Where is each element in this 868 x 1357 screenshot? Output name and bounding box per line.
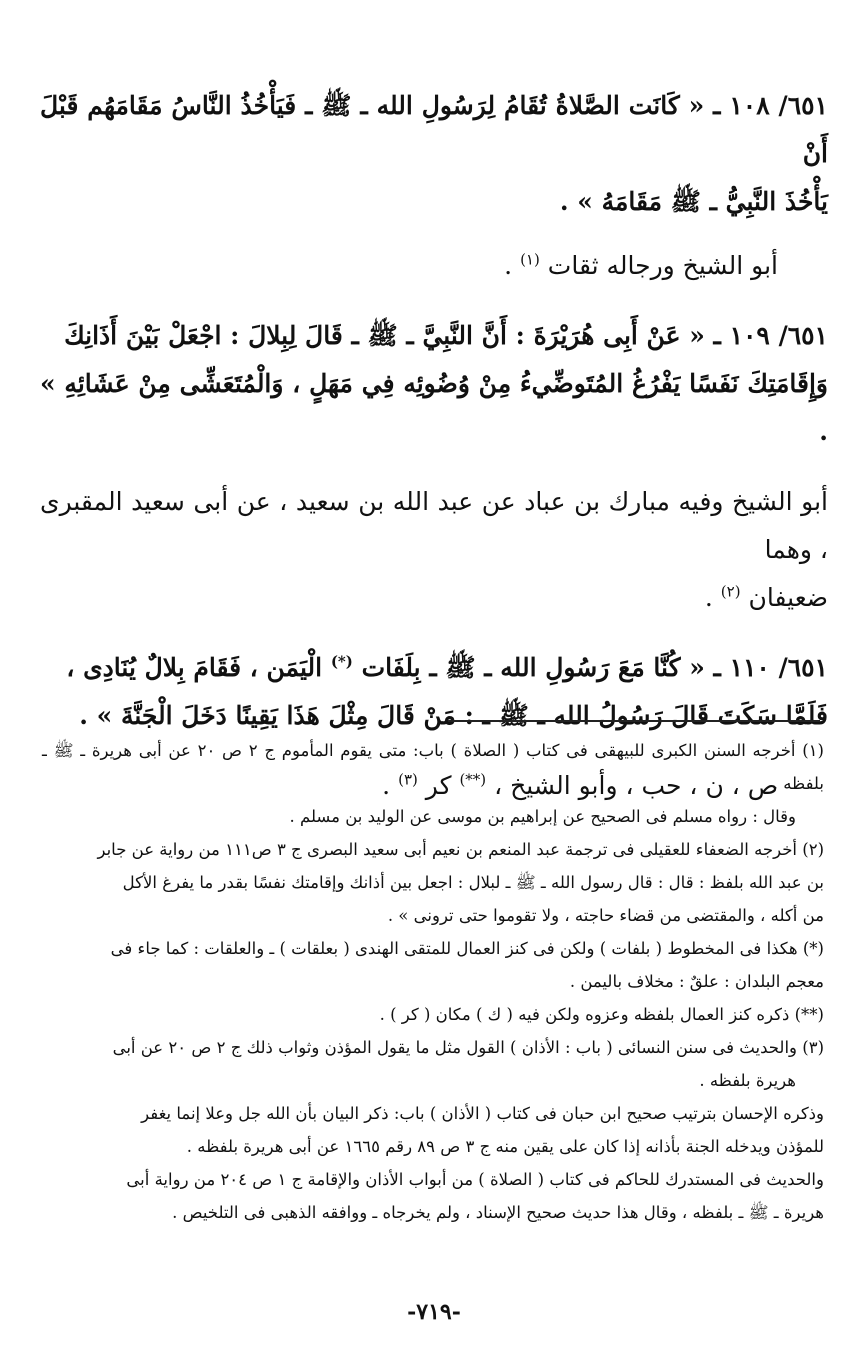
source-110-end: . xyxy=(382,771,399,800)
hadith-110-line1a: ٦٥١/ ١١٠ ـ « كُنَّا مَعَ رَسُولِ الله ـ ﷺ ـ بِلَفَات xyxy=(352,653,828,682)
footnote-3-line4: للمؤذن ويدخله الجنة بأذانه إذا كان على يقين منه ج ٣ ص ٨٩ رقم ١٦٦٥ عن أبى هريرة بلفظه . xyxy=(186,1137,824,1156)
footnote-ref-2: (٢) xyxy=(720,582,741,601)
source-108-text: أبو الشيخ ورجاله ثقات xyxy=(547,251,778,280)
footnote-double-star-line1: (**) ذكره كنز العمال بلفظه وعزوه ولكن فيه ( ك ) مكان ( كر ) . xyxy=(379,1005,824,1024)
footnote-1-line1: (١) أخرجه السنن الكبرى للبيهقى فى كتاب ( الصلاة ) باب: متى يقوم المأموم ج ٢ ص ٢٠ عن أبى هريرة ـ ﷺ ـ بلفظه . xyxy=(42,741,824,793)
footnote-star-line1: (*) هكذا فى المخطوط ( بلفات ) ولكن فى كنز العمال للمتقى الهندى ( بعلقات ) ـ والعلقات : كما جاء فى xyxy=(110,939,824,958)
hadith-108-line2: يَأْخُذَ النَّبِيُّ ـ ﷺ مَقَامَهُ » . xyxy=(559,187,828,216)
footnote-star-line2: معجم البلدان : علقٌ : مخلاف باليمن . xyxy=(569,972,824,991)
footnote-double-star xyxy=(42,998,824,1031)
hadith-108 xyxy=(40,82,828,226)
footnote-3-line1: (٣) والحديث فى سنن النسائى ( باب : الأذان ) القول مثل ما يقول المؤذن وثواب ذلك ج ٢ ص ٢٠ عن أبى xyxy=(112,1038,824,1057)
footnote-ref-double-star: (**) xyxy=(459,770,487,789)
source-108 xyxy=(40,242,828,290)
footnote-3-line2: هريرة بلفظه . xyxy=(699,1071,796,1090)
page-number: -٧١٩- xyxy=(407,1299,461,1325)
footnotes xyxy=(42,734,824,1229)
hadith-110 xyxy=(40,644,828,740)
footnote-3 xyxy=(42,1031,824,1229)
source-110-text-a: ص ، ن ، حب ، وأبو الشيخ ، xyxy=(486,771,778,800)
footnote-ref-3: (٣) xyxy=(398,770,418,789)
hadith-109 xyxy=(40,312,828,456)
source-109 xyxy=(40,478,828,622)
source-108-end: . xyxy=(504,251,521,280)
footnote-2-line1: (٢) أخرجه الضعفاء للعقيلى فى ترجمة عبد المنعم بن نعيم أبى سعيد البصرى ج ٣ ص١١١ من رواية عن جابر xyxy=(97,840,824,859)
hadith-110-line2: فَلَمَّا سَكَتَ قَالَ رَسُولُ الله ـ ﷺ ـ : مَنْ قَالَ مِثْلَ هَذَا يَقِينًا دَخَلَ الْجَنَّةَ » . xyxy=(79,701,828,730)
source-110-text-b: كر xyxy=(417,771,460,800)
source-109-end: . xyxy=(704,583,721,612)
footnote-2-line3: من أكله ، والمقتضى من قضاء حاجته ، ولا تقوموا حتى ترونى » . xyxy=(387,906,824,925)
main-text xyxy=(40,82,828,810)
footnote-ref-star: (*) xyxy=(330,652,353,671)
footnote-2 xyxy=(42,833,824,932)
hadith-109-line1: ٦٥١/ ١٠٩ ـ « عَنْ أَبِى هُرَيْرَةَ : أَنَّ النَّبِيَّ ـ ﷺ ـ قَالَ لِبِلالَ : اجْعَلْ بَيْنَ أَذَانِكَ xyxy=(64,321,828,350)
footnote-1-line2: وقال : رواه مسلم فى الصحيح عن إبراهيم بن موسى عن الوليد بن مسلم . xyxy=(289,807,796,826)
hadith-110-line1b: الْيَمَن ، فَقَامَ بِلالٌ يُنَادِى ، xyxy=(66,653,331,682)
hadith-108-line1: ٦٥١/ ١٠٨ ـ « كَانَت الصَّلاةُ تُقَامُ لِرَسُولِ الله ـ ﷺ ـ فَيَأْخُذُ النَّاسُ مَقَامَهُم قَبْلَ أَنْ xyxy=(40,91,828,168)
footnote-3-line3: وذكره الإحسان بترتيب صحيح ابن حبان فى كتاب ( الأذان ) باب: ذكر البيان بأن الله جل وعلا إنما يغفر xyxy=(141,1104,824,1123)
source-109-line2: ضعيفان xyxy=(748,583,828,612)
footnote-1 xyxy=(42,734,824,833)
footnote-star xyxy=(42,932,824,998)
footnote-ref-1: (١) xyxy=(520,250,540,269)
footnote-2-line2: بن عبد الله بلفظ : قال : قال رسول الله ـ ﷺ ـ لبلال : اجعل بين أذانك وإقامتك نفسًا بقدر ما يفرغ الأكل xyxy=(122,873,824,892)
source-109-line1: أبو الشيخ وفيه مبارك بن عباد عن عبد الله بن سعيد ، عن أبى سعيد المقبرى ، وهما xyxy=(40,487,828,564)
footnote-3-line6: هريرة ـ ﷺ ـ بلفظه ، وقال هذا حديث صحيح الإسناد ، ولم يخرجاه ـ ووافقه الذهبى فى التلخيص . xyxy=(172,1203,824,1222)
footnote-divider xyxy=(448,720,820,722)
footnote-3-line5: والحديث فى المستدرك للحاكم فى كتاب ( الصلاة ) من أبواب الأذان والإقامة ج ١ ص ٢٠٤ من رواية أبى xyxy=(126,1170,824,1189)
hadith-109-line2: وَإِقَامَتِكَ نَفَسًا يَفْرُغُ المُتَوضِّيءُ مِنْ وُضُوئِه فِي مَهَلٍ ، وَالْمُتَعَشِّى مِنْ عَشَائِهِ » . xyxy=(40,369,828,446)
